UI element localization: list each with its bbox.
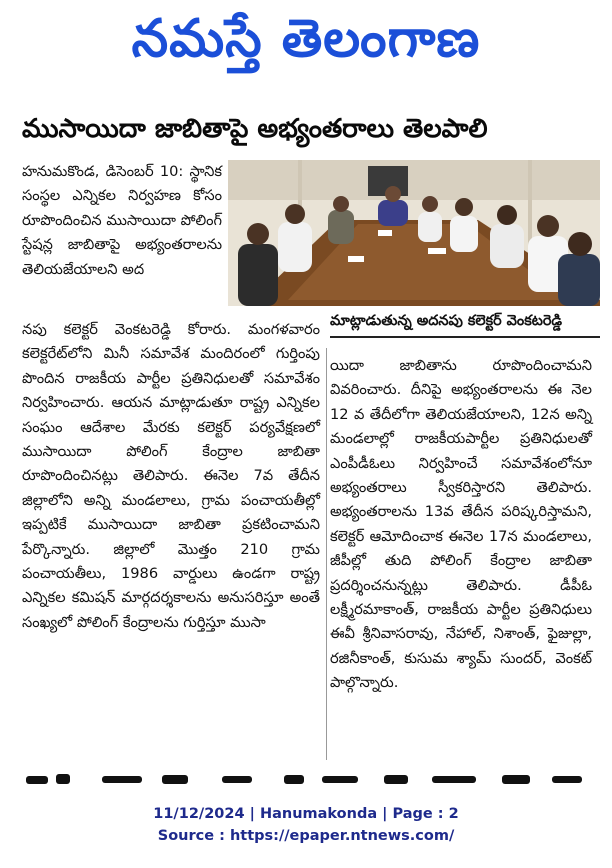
masthead-title: నమస్తే తెలంగాణ: [131, 9, 481, 69]
meeting-photo-illustration: [228, 160, 600, 306]
meeting-photo: [228, 160, 600, 306]
article-paragraph-left-top: హనుమకొండ, డిసెంబర్ 10: స్థానిక సంస్థల ఎన్నికల నిర్వహణ కోసం రూపొందించిన ముసాయిదా పోలింగ్ స్టేషన్ల జాబితాపై అభ్యంతరాలను తెలియజేయాలని అద: [22, 163, 222, 278]
article-headline: ముసాయిదా జాబితాపై అభ్యంతరాలు తెలపాలి: [22, 114, 488, 144]
article-column-left: [22, 318, 320, 635]
column-divider: [326, 348, 327, 760]
article-paragraph-right: యిదా జాబితాను రూపొందించామని వివరించారు. దీనిపై అభ్యంతరాలను ఈ నెల 12 వ తేదీలోగా తెలియజేయాలని, 12న అన్ని మండలాల్లో రాజకీయపార్టీల ప్రతినిధులతో ఎంపీడీఓలు నిర్వహించే సమావేశంలోనూ అభ్యంతరాలు స్వీకరిస్తారని తెలిపారు. అభ్యంతరాలను 13వ తేదీన పరిష్కరిస్తామని, కలెక్టర్ ఆమోదించాక ఈనెల 17న మండలాలు, జీపీల్లో తుది పోలింగ్ కేంద్రాల జాబితా ప్రదర్శించనున్నట్లు తెలిపారు. డీపీఓ లక్ష్మీరమాకాంత్, రాజకీయ పార్టీల ప్రతినిధులు ఈవీ శ్రీనివాసరావు, నేహాల్, నిశాంత్, ఫైజుల్లా, రజినీకాంత్, కుసుమ శ్యామ్ సుందర్, వెంకట్ పాల్గొన్నారు.: [330, 357, 592, 692]
article-column-right: [330, 354, 592, 696]
article-column-left-top: [22, 160, 222, 282]
footer-source-line: Source : https://epaper.ntnews.com/: [157, 828, 455, 844]
newspaper-masthead: [0, 0, 612, 88]
photo-caption: మాట్లాడుతున్న అదనపు కలెక్టర్ వెంకటరెడ్డి: [330, 306, 600, 338]
footer-date-line: 11/12/2024 | Hanumakonda | Page : 2: [153, 806, 459, 822]
article-paragraph-left: నపు కలెక్టర్ వెంకటరెడ్డి కోరారు. మంగళవారం కలెక్టరేట్‌లోని మినీ సమావేశ మందిరంలో గుర్తింపు పొందిన రాజకీయ పార్టీల ప్రతినిధులతో సమావేశం నిర్వహించారు. ఆయన మాట్లాడుతూ రాష్ట్ర ఎన్నికల సంఘం ఆదేశాల మేరకు కలెక్టర్ పర్యవేక్షణలో ముసాయిదా పోలింగ్ కేంద్రాల జాబితా రూపొందించినట్లు తెలిపారు. ఈనెల 7వ తేదీన జిల్లాలోని అన్ని మండలాలు, గ్రామ పంచాయతీల్లో ఇప్పటికే ముసాయిదా జాబితా ప్రకటించామని పేర్కొన్నారు. జిల్లాలో మొత్తం 210 గ్రామ పంచాయతీలు, 1986 వార్డులు ఉండగా రాష్ట్ర ఎన్నికల కమిషన్ మార్గదర్శకాలను అనుసరిస్తూ అంతే సంఖ్యలో పోలింగ్ కేంద్రాలను గుర్తిస్తూ ముసా: [22, 321, 320, 631]
cut-off-next-headline: [22, 770, 592, 788]
cut-off-glyph-strokes: [22, 770, 592, 788]
